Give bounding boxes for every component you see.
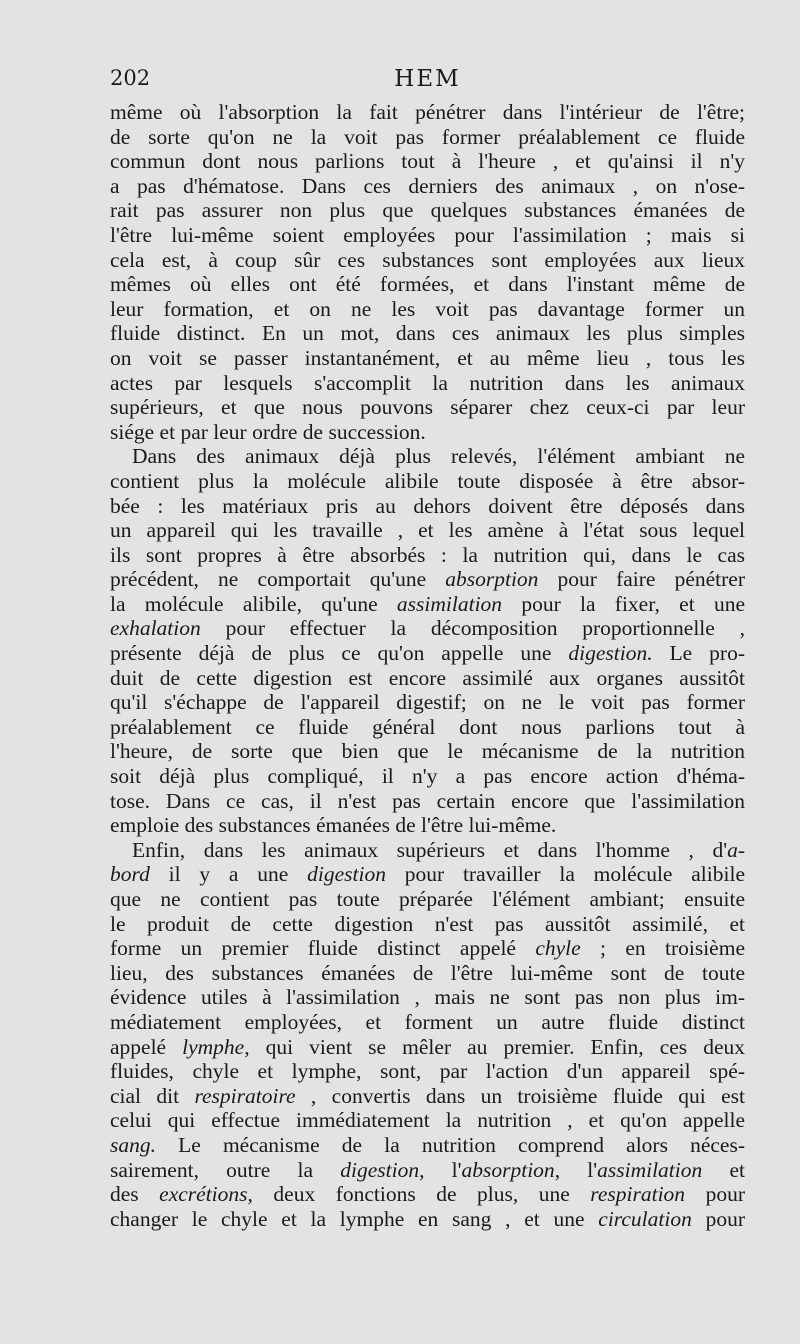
paragraph [110,100,745,444]
running-head: HEM [394,66,461,92]
text-line: l'être lui-même soient employées pour l'assimilation ; mais si [110,222,745,247]
text-line: on voit se passer instantanément, et au même lieu , tous les [110,345,745,370]
text-line: que ne contient pas toute préparée l'élément ambiant; ensuite [110,887,745,911]
text-line: Dans des animaux déjà plus relevés, l'élément ambiant ne [132,444,745,469]
text-line: l'heure, de sorte que bien que le mécanisme de la nutrition [110,739,745,764]
text-line: celui qui effectue immédiatement la nutrition , et qu'on appelle [110,1108,745,1133]
page-number: 202 [110,66,151,90]
text-line: Enfin, dans les animaux supérieurs et dans l'homme , d'a- [132,837,745,862]
text-line: le produit de cette digestion n'est pas aussitôt assimilé, et [110,911,745,936]
text-line: rait pas assurer non plus que quelques substances émanées de [110,198,745,223]
text-line: contient plus la molécule alibile toute disposée à être absor- [110,468,745,493]
paragraph [110,444,745,838]
text-line: précédent, ne comportait qu'une absorption pour faire pénétrer [110,567,745,592]
text-line: sang. Le mécanisme de la nutrition comprend alors néces- [110,1132,745,1157]
text-line: fluide distinct. En un mot, dans ces animaux les plus simples [110,321,745,346]
text-line: siége et par leur ordre de succession. [110,419,426,444]
text-line: ils sont propres à être absorbés : la nutrition qui, dans le cas [110,542,745,567]
text-line: fluides, chyle et lymphe, sont, par l'action d'un appareil spé- [110,1059,745,1084]
text-line: évidence utiles à l'assimilation , mais ne sont pas non plus im- [110,985,745,1010]
text-line: forme un premier fluide distinct appelé chyle ; en troisième [110,936,745,961]
text-line: même où l'absorption la fait pénétrer dans l'intérieur de l'être; [110,100,745,124]
text-line: cial dit respiratoire , convertis dans un troisième fluide qui est [110,1083,745,1108]
text-line: de sorte qu'on ne la voit pas former préalablement ce fluide [110,124,745,149]
text-line: présente déjà de plus ce qu'on appelle une digestion. Le pro- [110,641,745,666]
text-line: la molécule alibile, qu'une assimilation pour la fixer, et une [110,591,745,616]
text-line: lieu, des substances émanées de l'être lui-même sont de toute [110,960,745,985]
body-text [110,100,745,1231]
text-line: des excrétions, deux fonctions de plus, une respiration pour [110,1182,745,1207]
text-line: actes par lesquels s'accomplit la nutrition dans les animaux [110,370,745,395]
text-line: bord il y a une digestion pour travailler la molécule alibile [110,862,745,887]
text-line: médiatement employées, et forment un autre fluide distinct [110,1009,745,1034]
text-line: supérieurs, et que nous pouvons séparer chez ceux-ci par leur [110,395,745,420]
text-line: bée : les matériaux pris au dehors doivent être déposés dans [110,493,745,518]
text-line: emploie des substances émanées de l'être lui-même. [110,813,557,838]
text-line: préalablement ce fluide général dont nous parlions tout à [110,714,745,739]
text-line: appelé lymphe, qui vient se mêler au premier. Enfin, ces deux [110,1034,745,1059]
text-line: cela est, à coup sûr ces substances sont employées aux lieux [110,247,745,272]
text-line: mêmes où elles ont été formées, et dans l'instant même de [110,272,745,297]
text-line: tose. Dans ce cas, il n'est pas certain encore que l'assimilation [110,788,745,813]
text-line: a pas d'hématose. Dans ces derniers des animaux , on n'ose- [110,173,745,198]
text-line: soit déjà plus compliqué, il n'y a pas encore action d'héma- [110,764,745,789]
text-line: changer le chyle et la lymphe en sang , et une circulation pour [110,1206,745,1231]
text-line: qu'il s'échappe de l'appareil digestif; on ne le voit pas former [110,690,745,715]
text-line: duit de cette digestion est encore assimilé aux organes aussitôt [110,665,745,690]
text-line: sairement, outre la digestion, l'absorption, l'assimilation et [110,1157,745,1182]
text-line: exhalation pour effectuer la décomposition proportionnelle , [110,616,745,641]
paragraph [110,838,745,1232]
text-line: commun dont nous parlions tout à l'heure , et qu'ainsi il n'y [110,149,745,174]
page-header [110,66,745,96]
text-line: leur formation, et on ne les voit pas davantage former un [110,296,745,321]
text-line: un appareil qui les travaille , et les amène à l'état sous lequel [110,518,745,543]
